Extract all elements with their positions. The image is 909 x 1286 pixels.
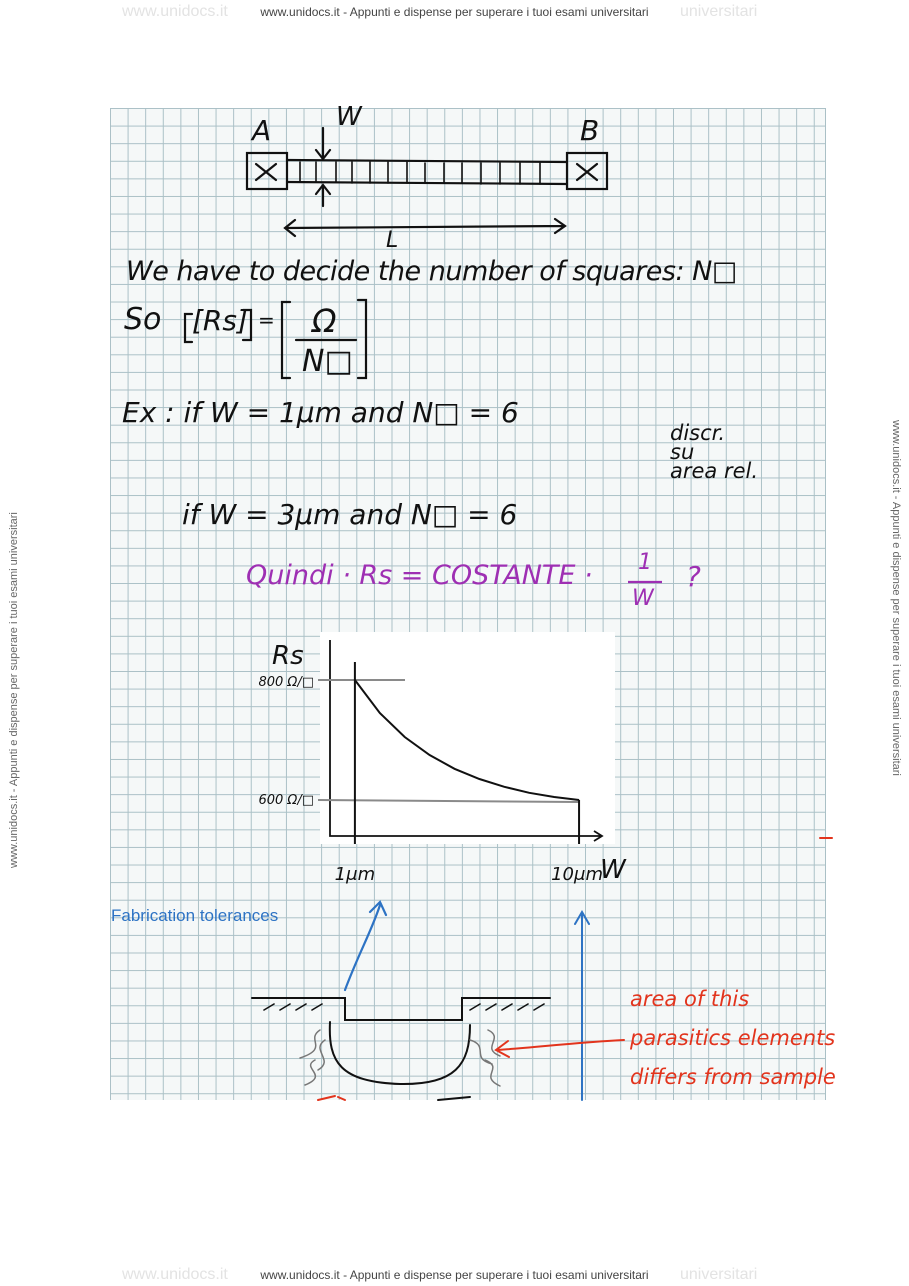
rs-curve [355, 680, 579, 800]
label-b: B [580, 114, 600, 147]
w-arrow-top [316, 128, 330, 159]
chart-guides [318, 680, 579, 802]
chart-xlabel: W [600, 855, 626, 885]
chart-ytick-800: 800 Ω/□ [258, 675, 314, 690]
note-side-line-1: discr. [670, 421, 726, 445]
chart-axes [330, 640, 602, 841]
watermark-bottom: www.unidocs.it - Appunti e dispense per superare i tuoi esami universitari [260, 1268, 649, 1282]
note-equals: = [258, 308, 275, 332]
red-mark-bottom [318, 1096, 345, 1100]
chart-ylabel: Rs [272, 641, 304, 671]
label-a: A [252, 114, 272, 147]
watermark-faint-right: universitari [680, 3, 758, 20]
watermark-faint-right-bottom: universitari [680, 1266, 758, 1283]
black-mark-bottom [438, 1097, 470, 1100]
chart-ytick-600: 600 Ω/□ [258, 793, 314, 808]
note-so: So [124, 302, 162, 337]
rs-vs-w-chart [258, 640, 627, 885]
red-note-line-3: differs from sample [630, 1065, 836, 1089]
note-side-line-3: area rel. [670, 459, 759, 483]
fabrication-tolerances-label: Fabrication tolerances [111, 906, 279, 925]
contact-b-cross [577, 164, 597, 180]
watermark-faint-left-bottom: www.unidocs.it [122, 1266, 228, 1283]
note-quindi-question: ? [686, 560, 701, 593]
strip-body [287, 160, 567, 184]
w-arrow-bottom [316, 185, 330, 206]
red-arrow [496, 1040, 624, 1057]
chart-tick-marks [355, 662, 579, 844]
note-quindi-denominator: W [632, 586, 654, 611]
label-l: L [386, 228, 399, 253]
red-note-line-2: parasitics elements [630, 1026, 836, 1050]
well-profile [330, 1022, 470, 1084]
note-ohm: Ω [312, 302, 337, 340]
hatching [264, 1004, 544, 1010]
note-rs: [Rs] [192, 304, 248, 337]
chart-xtick-10um: 10μm [551, 864, 604, 885]
resistor-strip-diagram [247, 128, 607, 236]
blue-arrow-right [575, 912, 589, 1100]
note-nsq: N□ [302, 344, 353, 379]
note-line-squares: We have to decide the number of squares: N□ [126, 256, 737, 287]
strip-ticks [300, 162, 540, 184]
red-note [630, 980, 836, 1097]
watermark-faint-left: www.unidocs.it [122, 3, 228, 20]
note-side-line-2: su [670, 440, 695, 464]
red-note-line-1: area of this [630, 987, 750, 1011]
contact-a-cross [256, 164, 276, 180]
watermark-side-left: www.unidocs.it - Appunti e dispense per superare i tuoi esami universitari [8, 512, 20, 868]
watermark-top: www.unidocs.it - Appunti e dispense per superare i tuoi esami universitari [260, 5, 649, 19]
note-side [670, 421, 759, 483]
note-example-1um: Ex : if W = 1μm and N□ = 6 [122, 396, 519, 429]
note-example-3um: if W = 3μm and N□ = 6 [182, 498, 518, 531]
guide-600 [318, 800, 579, 802]
note-quindi: Quindi · Rs = COSTANTE · [246, 560, 593, 591]
chart-xtick-1um: 1μm [334, 864, 376, 885]
watermark-side-right: www.unidocs.it - Appunti e dispense per superare i tuoi esami universitari [890, 420, 902, 776]
label-w: W [336, 102, 362, 132]
blue-arrow-left [345, 902, 386, 990]
l-arrow [285, 219, 565, 236]
note-quindi-numerator: 1 [638, 550, 652, 575]
